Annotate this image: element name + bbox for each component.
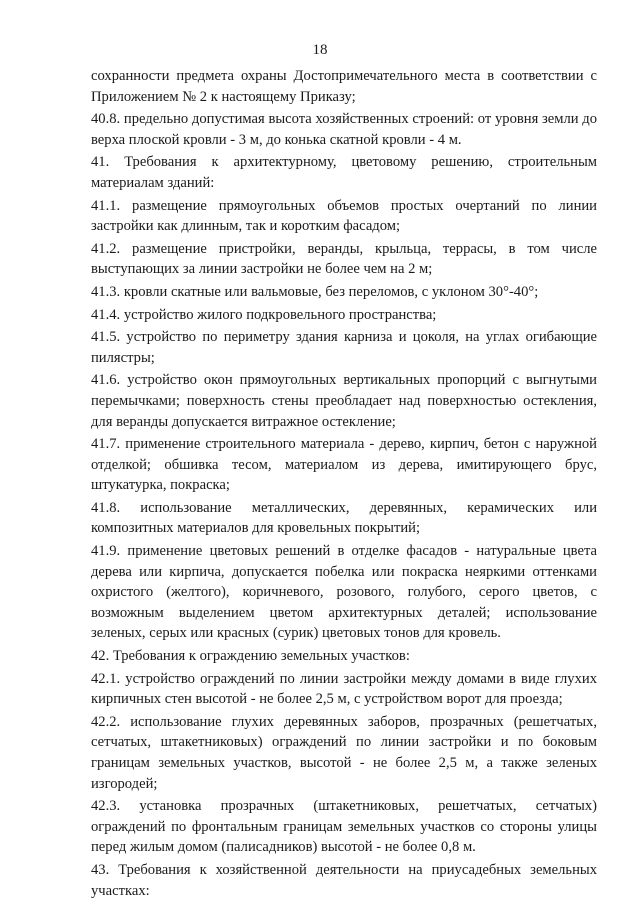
paragraph-42-1: 42.1. устройство ограждений по линии застройки между домами в виде глухих кирпичных стен высотой - не более 2,5 м, с устройством ворот для проезда; bbox=[91, 670, 597, 708]
paragraph-41-8: 41.8. использование металлических, деревянных, керамических или композитных материалов для кровельных покрытий; bbox=[91, 499, 597, 537]
paragraph-40-8: 40.8. предельно допустимая высота хозяйственных строений: от уровня земли до верха плоской кровли - 3 м, до конька скатной кровли - 4 м. bbox=[91, 111, 597, 148]
document-body bbox=[91, 66, 597, 903]
paragraph-43: 43. Требования к хозяйственной деятельности на приусадебных земельных участках: bbox=[91, 861, 597, 899]
paragraph-41-9: 41.9. применение цветовых решений в отделке фасадов - натуральные цвета дерева или кирпича, допускается побелка или покраска неяркими оттенками охристого (желтого), коричневого, розового, голубого, серого цветов, с возможным выделением цветом архитектурных деталей; использование зеленых, серых или красных (сурик) цветовых тонов для кровель. bbox=[91, 543, 597, 642]
page-number: 18 bbox=[312, 42, 328, 58]
paragraph-42-2: 42.2. использование глухих деревянных заборов, прозрачных (решетчатых, сетчатых, штакетниковых) ограждений по линии застройки и по боковым границам земельных участков, высотой - не более 2,5 м, а также зеленых изгородей; bbox=[91, 713, 597, 792]
paragraph-41-7: 41.7. применение строительного материала - дерево, кирпич, бетон с наружной отделкой; обшивка тесом, материалом из дерева, имитирующего брус, штукатурка, покраска; bbox=[91, 436, 597, 494]
paragraph-42: 42. Требования к ограждению земельных участков: bbox=[91, 648, 410, 665]
paragraph-41-3: 41.3. кровли скатные или вальмовые, без переломов, с уклоном 30°-40°; bbox=[91, 283, 539, 300]
paragraph-41-1: 41.1. размещение прямоугольных объемов простых очертаний по линии застройки как длинным, так и коротким фасадом; bbox=[91, 197, 597, 235]
paragraph-41-5: 41.5. устройство по периметру здания карниза и цоколя, на углах огибающие пилястры; bbox=[91, 329, 597, 366]
paragraph-41-2: 41.2. размещение пристройки, веранды, крыльца, террасы, в том числе выступающих за линии застройки не более чем на 2 м; bbox=[91, 240, 597, 278]
paragraph-41: 41. Требования к архитектурному, цветовому решению, строительным материалам зданий: bbox=[91, 154, 597, 191]
paragraph-continuation: сохранности предмета охраны Достопримечательного места в соответствии с Приложением № 2 к настоящему Приказу; bbox=[91, 68, 597, 105]
paragraph-42-3: 42.3. установка прозрачных (штакетниковых, решетчатых, сетчатых) ограждений по фронтальным границам земельных участков со стороны улицы перед жилым домом (палисадников) высотой - не более 0,8 м. bbox=[91, 798, 597, 856]
paragraph-41-4: 41.4. устройство жилого подкровельного пространства; bbox=[91, 306, 437, 323]
paragraph-41-6: 41.6. устройство окон прямоугольных вертикальных пропорций с выгнутыми перемычками; поверхность стены преобладает над поверхностью остекления, для веранды допускается витражное остекление; bbox=[91, 372, 597, 430]
